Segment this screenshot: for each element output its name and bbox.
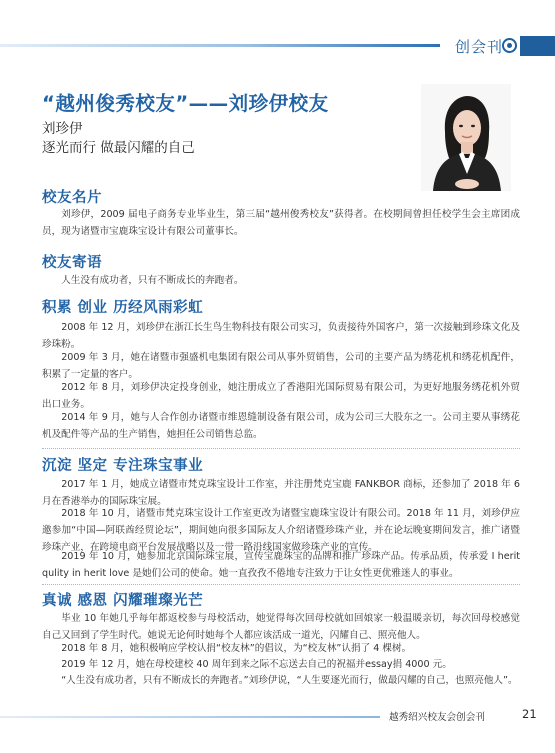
paragraph: 2012 年 8 月，刘珍伊决定投身创业，她注册成立了香港阳光国际贸易有限公司，为更好地服务绣花机外贸出口业务。 [42,382,520,410]
publication-name: 越秀绍兴校友会创会刊 [389,712,485,723]
paragraph: 2017 年 1 月，她成立诸暨市梵克珠宝设计工作室，并注册梵克宝鹿 FANKBOR 商标，还参加了 2018 年 6 月在香港举办的国际珠宝展。 [42,479,520,507]
section-title-jewelry: 沉淀 坚定 专注珠宝事业 [42,458,204,474]
tagline: 逐光而行 做最闪耀的自己 [42,140,195,156]
paragraph: 毕业 10 年她几乎每年都返校参与母校活动，她觉得每次回母校就如回娘家一般温暖亲切，每次回母校感觉自己又回到了学生时代。她说无论何时她每个人都应该活成一道光，闪耀自己、照亮他人。 [42,613,520,641]
header-rule [0,44,440,47]
paragraph: 人生没有成功者，只有不断成长的奔跑者。 [61,275,244,286]
section-divider [42,584,520,585]
portrait-illustration [421,84,511,191]
person-name: 刘珍伊 [42,121,83,137]
section-label: 创会刊 [455,38,504,56]
article-headline: “越州俊秀校友”——刘珍伊校友 [42,92,329,115]
page-number: 21 [522,707,537,721]
footer-rule [0,716,380,718]
paragraph: 2008 年 12 月，刘珍伊在浙江长生鸟生物科技有限公司实习，负责接待外国客户，第一次接触到珍珠文化及珍珠粉。 [42,322,520,350]
header-tab [520,36,555,56]
section-title-gratitude: 真诚 感恩 闪耀璀璨光芒 [42,593,204,609]
paragraph: 2019 年 12 月，她在母校建校 40 周年到来之际不忘送去自己的祝福并essay捐 4000 元。 [61,659,452,670]
paragraph: 2019 年 10 月，她参加北京国际珠宝展，宣传宝鹿珠宝的品牌和推广珍珠产品。传承品质，传承爱 I herit qulity in herit love 是她们公司的使命。她一直孜孜不倦地专注致力于让女性更优雅迷人的事业。 [42,551,520,579]
paragraph: 2009 年 3 月，她在诸暨市强盛机电集团有限公司从事外贸销售，公司的主要产品为绣花机和绣花机配件，积累了一定量的客户。 [42,352,520,380]
portrait-photo [421,84,511,191]
paragraph: “人生没有成功者，只有不断成长的奔跑者。”刘珍伊说，“人生要逐光而行，做最闪耀的自己，也照亮他人”。 [61,675,518,686]
section-title-profile: 校友名片 [42,190,102,206]
section-divider [42,448,520,449]
bullet-circle-icon [502,38,517,53]
paragraph: 刘珍伊，2009 届电子商务专业毕业生，第三届“越州俊秀校友”获得者。在校期间曾担任校学生会主席团成员，现为诸暨市宝鹿珠宝设计有限公司董事长。 [42,209,520,237]
paragraph: 2014 年 9 月，她与人合作创办诸暨市维恩缝制设备有限公司，成为公司三大股东之一。公司主要从事绣花机及配件等产品的生产销售，她担任公司销售总监。 [42,412,520,440]
section-title-message: 校友寄语 [42,255,102,271]
paragraph: 2018 年 10 月，诸暨市梵克珠宝设计工作室更改为诸暨宝鹿珠宝设计有限公司。2018 年 11 月，刘珍伊应邀参加“中国—阿联酋经贸论坛”，期间她向很多国际友人介绍诸暨珍珠产业，并在论坛晚宴期间发言，推广诸暨珍珠产业，在跨境电商平台发展战略以及一带一路沿线国家做珍珠产业的宣传。 [42,508,520,553]
section-title-startup: 积累 创业 历经风雨彩虹 [42,300,204,316]
paragraph: 2018 年 8 月，她积极响应学校认捐“校友林”的倡议，为“校友林”认捐了 4 棵树。 [61,643,412,654]
